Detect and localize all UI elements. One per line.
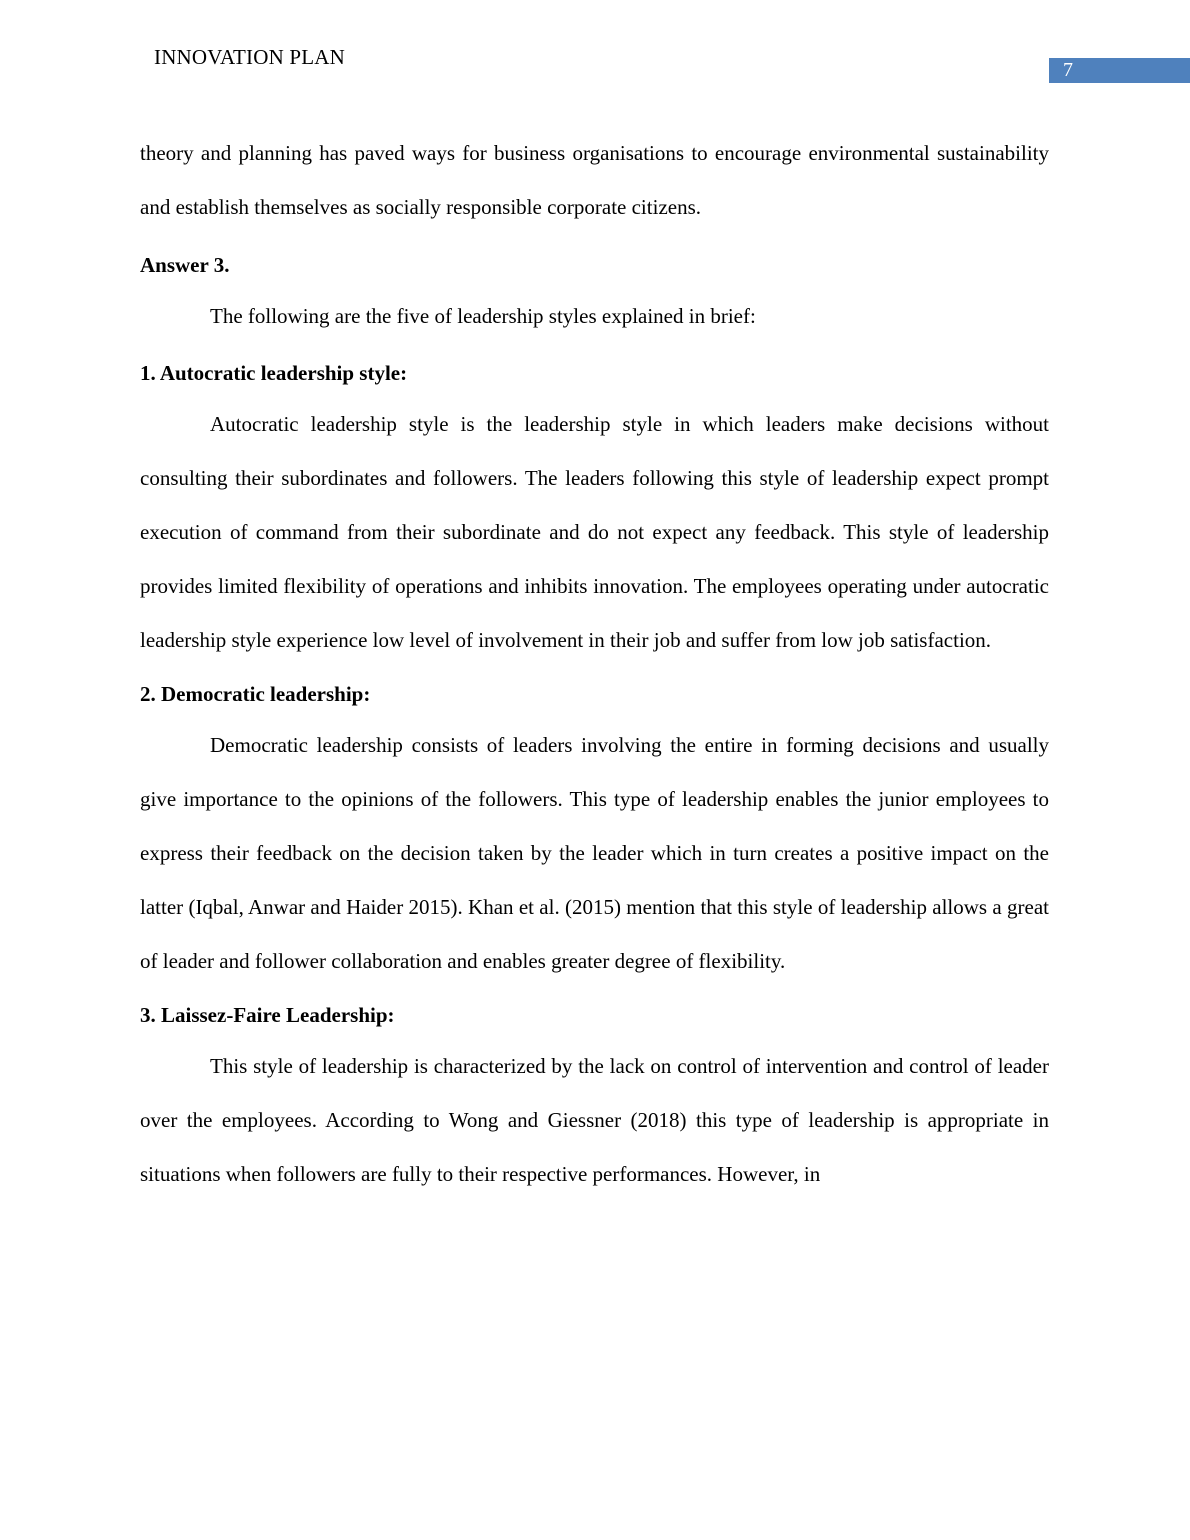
section-text-laissez-faire: This style of leadership is characterized by the lack on control of intervention and control of leader over the employees. According to Wong and Giessner (2018) this type of leadership is appropriate in situations when followers are fully to their respective performances. However, in bbox=[140, 1054, 1049, 1186]
answer-heading: Answer 3. bbox=[140, 252, 230, 277]
page-number: 7 bbox=[1063, 59, 1073, 81]
document-body bbox=[140, 127, 1049, 1202]
answer-intro: The following are the five of leadership styles explained in brief: bbox=[210, 303, 756, 328]
section-heading-autocratic: 1. Autocratic leadership style: bbox=[140, 361, 408, 386]
page-number-badge bbox=[1049, 58, 1190, 83]
section-text-autocratic: Autocratic leadership style is the leadership style in which leaders make decisions without consulting their subordinates and followers. The leaders following this style of leadership expect prompt execution of command from their subordinate and do not expect any feedback. This style of leadership provides limited flexibility of operations and inhibits innovation. The employees operating under autocratic leadership style experience low level of involvement in their job and suffer from low job satisfaction. bbox=[140, 412, 1049, 652]
section-heading-laissez-faire: 3. Laissez-Faire Leadership: bbox=[140, 1003, 395, 1028]
section-text-democratic: Democratic leadership consists of leaders involving the entire in forming decisions and usually give importance to the opinions of the followers. This type of leadership enables the junior employees to express their feedback on the decision taken by the leader which in turn creates a positive impact on the latter (Iqbal, Anwar and Haider 2015). Khan et al. (2015) mention that this style of leadership allows a great of leader and follower collaboration and enables greater degree of flexibility. bbox=[140, 733, 1049, 973]
running-header-title: INNOVATION PLAN bbox=[154, 45, 346, 69]
section-heading-democratic: 2. Democratic leadership: bbox=[140, 682, 371, 707]
intro-paragraph: theory and planning has paved ways for business organisations to encourage environmental sustainability and establish themselves as socially responsible corporate citizens. bbox=[140, 141, 1049, 219]
